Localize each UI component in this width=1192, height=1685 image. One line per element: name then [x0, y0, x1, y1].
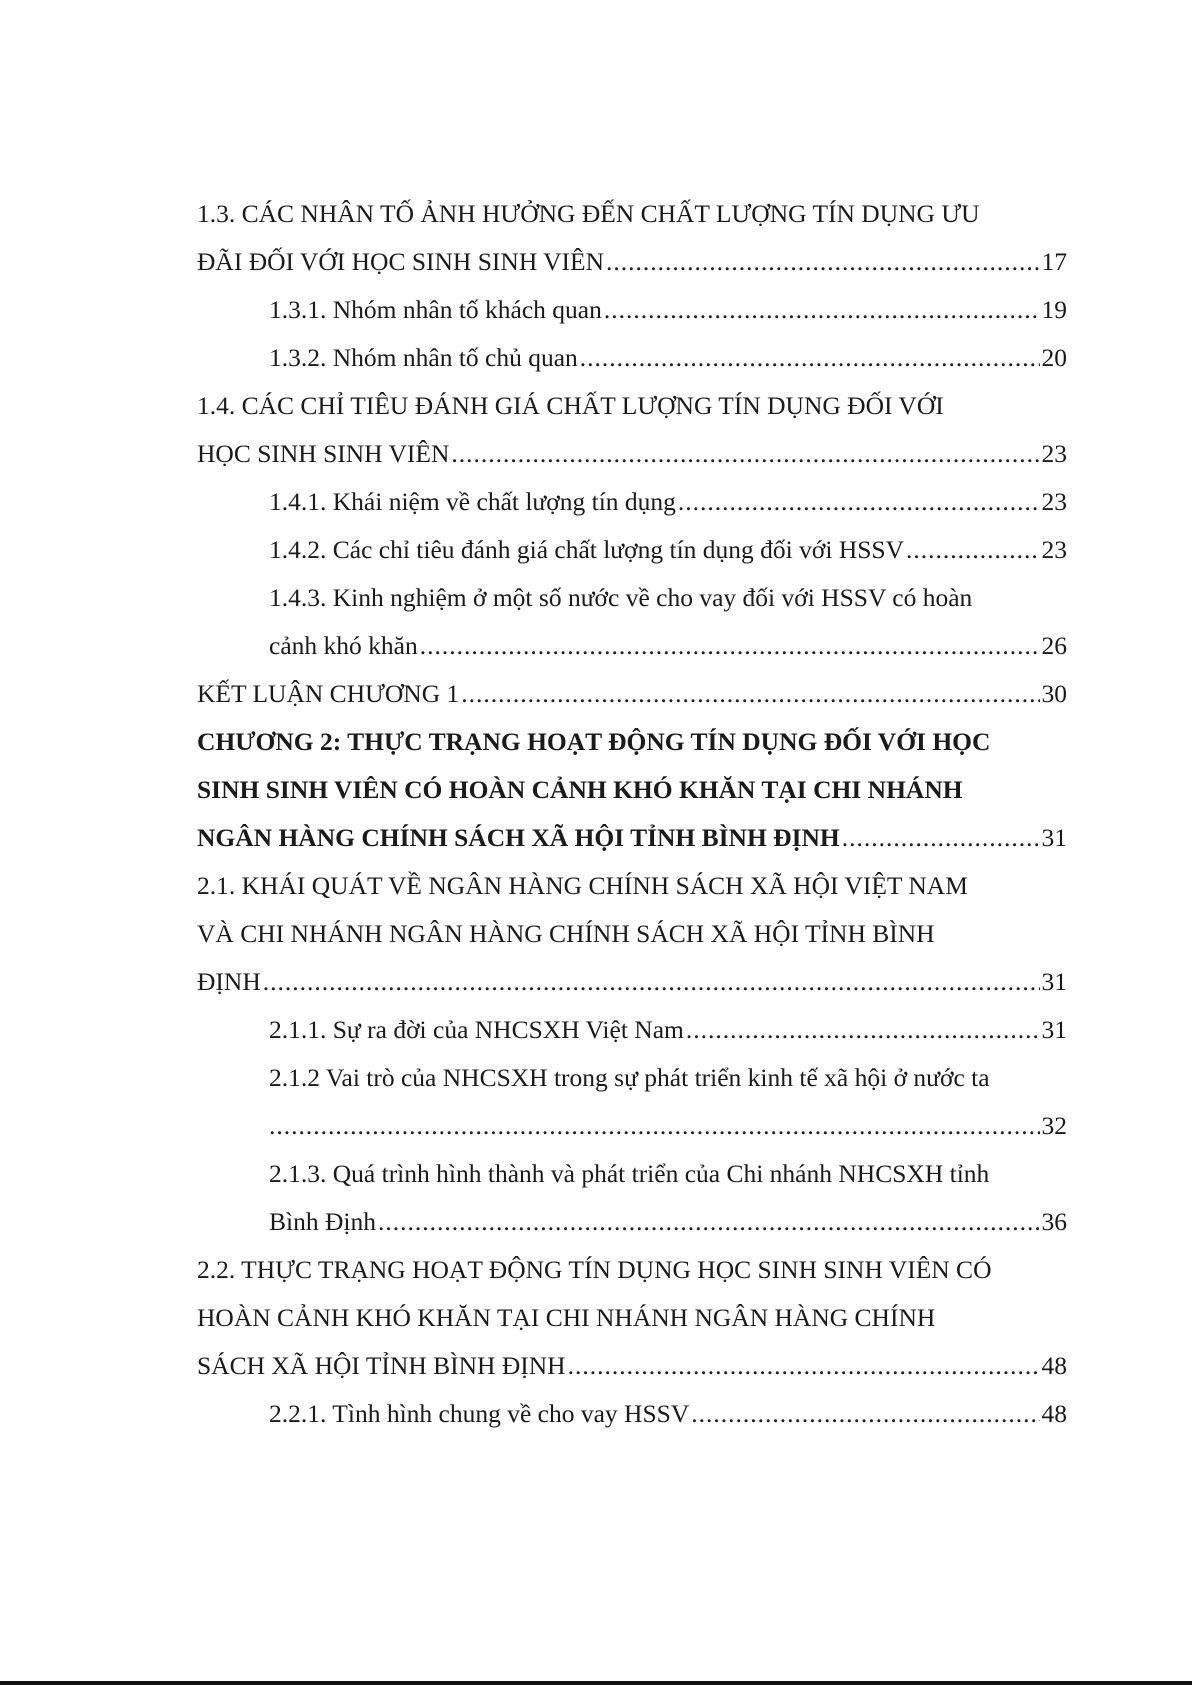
toc-page-number: 48 [1041, 1399, 1067, 1428]
toc-entry [197, 190, 1067, 238]
toc-entry-title: 2.1. KHÁI QUÁT VỀ NGÂN HÀNG CHÍNH SÁCH XÃ HỘI VIỆT NAM [197, 871, 968, 900]
toc-entry-title: 1.3.1. Nhóm nhân tố khách quan [269, 295, 602, 324]
toc-page-number: 26 [1041, 631, 1067, 660]
toc-dot-leader [686, 1006, 1040, 1054]
toc-page-number: 20 [1041, 343, 1067, 372]
toc-entry-title: HỌC SINH SINH VIÊN [197, 439, 450, 468]
toc-dot-leader [606, 238, 1039, 286]
toc-entry-title: HOÀN CẢNH KHÓ KHĂN TẠI CHI NHÁNH NGÂN HÀNG CHÍNH [197, 1303, 936, 1332]
toc-entry [197, 238, 1067, 286]
toc-entry-title: 1.3. CÁC NHÂN TỐ ẢNH HƯỞNG ĐẾN CHẤT LƯỢNG TÍN DỤNG ƯU [197, 199, 980, 228]
toc-entry-title: 2.2.1. Tình hình chung về cho vay HSSV [269, 1399, 690, 1428]
toc-entry-title: 1.4.1. Khái niệm về chất lượng tín dụng [269, 487, 676, 516]
toc-entry-title: 2.2. THỰC TRẠNG HOẠT ĐỘNG TÍN DỤNG HỌC SINH SINH VIÊN CÓ [197, 1255, 992, 1284]
toc-page-number: 48 [1041, 1351, 1067, 1380]
toc-entry-title: cảnh khó khăn [269, 631, 418, 660]
toc-entry [197, 334, 1067, 382]
toc-entry-title: ĐÃI ĐỐI VỚI HỌC SINH SINH VIÊN [197, 247, 605, 276]
toc-page-number: 23 [1041, 535, 1067, 564]
toc-entry [197, 766, 1067, 814]
toc-entry-title: NGÂN HÀNG CHÍNH SÁCH XÃ HỘI TỈNH BÌNH ĐỊNH [197, 823, 840, 852]
toc-entry [197, 1198, 1067, 1246]
toc-entry-title: 1.3.2. Nhóm nhân tố chủ quan [269, 343, 578, 372]
toc-entry [197, 910, 1067, 958]
toc-dot-leader [461, 670, 1039, 718]
toc-dot-leader [604, 286, 1040, 334]
toc-dot-leader [580, 334, 1040, 382]
toc-dot-leader [420, 622, 1040, 670]
toc-entry [197, 1246, 1067, 1294]
toc-entry [197, 430, 1067, 478]
toc-entry [197, 1006, 1067, 1054]
toc-entry-title: 2.1.3. Quá trình hình thành và phát triển của Chi nhánh NHCSXH tỉnh [269, 1159, 990, 1188]
toc-entry-title: 2.1.2 Vai trò của NHCSXH trong sự phát triển kinh tế xã hội ở nước ta [269, 1063, 990, 1092]
toc-entry [197, 718, 1067, 766]
toc-entry-title: SINH SINH VIÊN CÓ HOÀN CẢNH KHÓ KHĂN TẠI CHI NHÁNH [197, 775, 963, 804]
toc-page-number: 31 [1041, 1015, 1067, 1044]
toc-page-number: 19 [1041, 295, 1067, 324]
toc-entry [197, 814, 1067, 862]
toc-page-number: 17 [1041, 247, 1067, 276]
toc-entry [197, 286, 1067, 334]
toc-entry-title: CHƯƠNG 2: THỰC TRẠNG HOẠT ĐỘNG TÍN DỤNG ĐỐI VỚI HỌC [197, 727, 991, 756]
toc-entry-title: KẾT LUẬN CHƯƠNG 1 [197, 679, 460, 708]
toc-entry-title: SÁCH XÃ HỘI TỈNH BÌNH ĐỊNH [197, 1351, 566, 1380]
toc-entry [197, 1150, 1067, 1198]
toc-page-number: 23 [1041, 487, 1067, 516]
toc-page-number: 32 [1041, 1111, 1067, 1140]
toc-entry [197, 622, 1067, 670]
toc-page-number: 31 [1041, 823, 1067, 852]
toc-entry [197, 478, 1067, 526]
toc-entry [197, 1294, 1067, 1342]
toc-entry-title: 1.4. CÁC CHỈ TIÊU ĐÁNH GIÁ CHẤT LƯỢNG TÍN DỤNG ĐỐI VỚI [197, 391, 944, 420]
toc-entry [197, 526, 1067, 574]
toc-entry-title: 1.4.3. Kinh nghiệm ở một số nước về cho vay đối với HSSV có hoàn [269, 583, 973, 612]
toc-dot-leader [678, 478, 1040, 526]
toc-entry [197, 862, 1067, 910]
toc-entry [197, 1342, 1067, 1390]
toc-entry [197, 1102, 1067, 1150]
toc-entry-title: 1.4.2. Các chỉ tiêu đánh giá chất lượng tín dụng đối với HSSV [269, 535, 905, 564]
toc-page-number: 36 [1041, 1207, 1067, 1236]
toc-entry-title: VÀ CHI NHÁNH NGÂN HÀNG CHÍNH SÁCH XÃ HỘI TỈNH BÌNH [197, 919, 935, 948]
toc-entry [197, 670, 1067, 718]
toc-entry [197, 382, 1067, 430]
toc-entry-title: ĐỊNH [197, 967, 261, 996]
table-of-contents [197, 190, 1067, 1438]
toc-dot-leader [568, 1342, 1040, 1390]
toc-entry [197, 958, 1067, 1006]
toc-dot-leader [451, 430, 1039, 478]
toc-dot-leader [842, 814, 1040, 862]
toc-entry [197, 574, 1067, 622]
toc-entry [197, 1390, 1067, 1438]
toc-entry-title: Bình Định [269, 1207, 376, 1236]
toc-dot-leader [906, 526, 1039, 574]
toc-page-number: 30 [1041, 679, 1067, 708]
toc-dot-leader [378, 1198, 1040, 1246]
toc-dot-leader [269, 1102, 1040, 1150]
toc-entry-title: 2.1.1. Sự ra đời của NHCSXH Việt Nam [269, 1015, 684, 1044]
toc-dot-leader [691, 1390, 1039, 1438]
toc-dot-leader [263, 958, 1040, 1006]
page-bottom-border [0, 1681, 1192, 1685]
toc-page-number: 23 [1041, 439, 1067, 468]
toc-entry [197, 1054, 1067, 1102]
toc-page-number: 31 [1041, 967, 1067, 996]
